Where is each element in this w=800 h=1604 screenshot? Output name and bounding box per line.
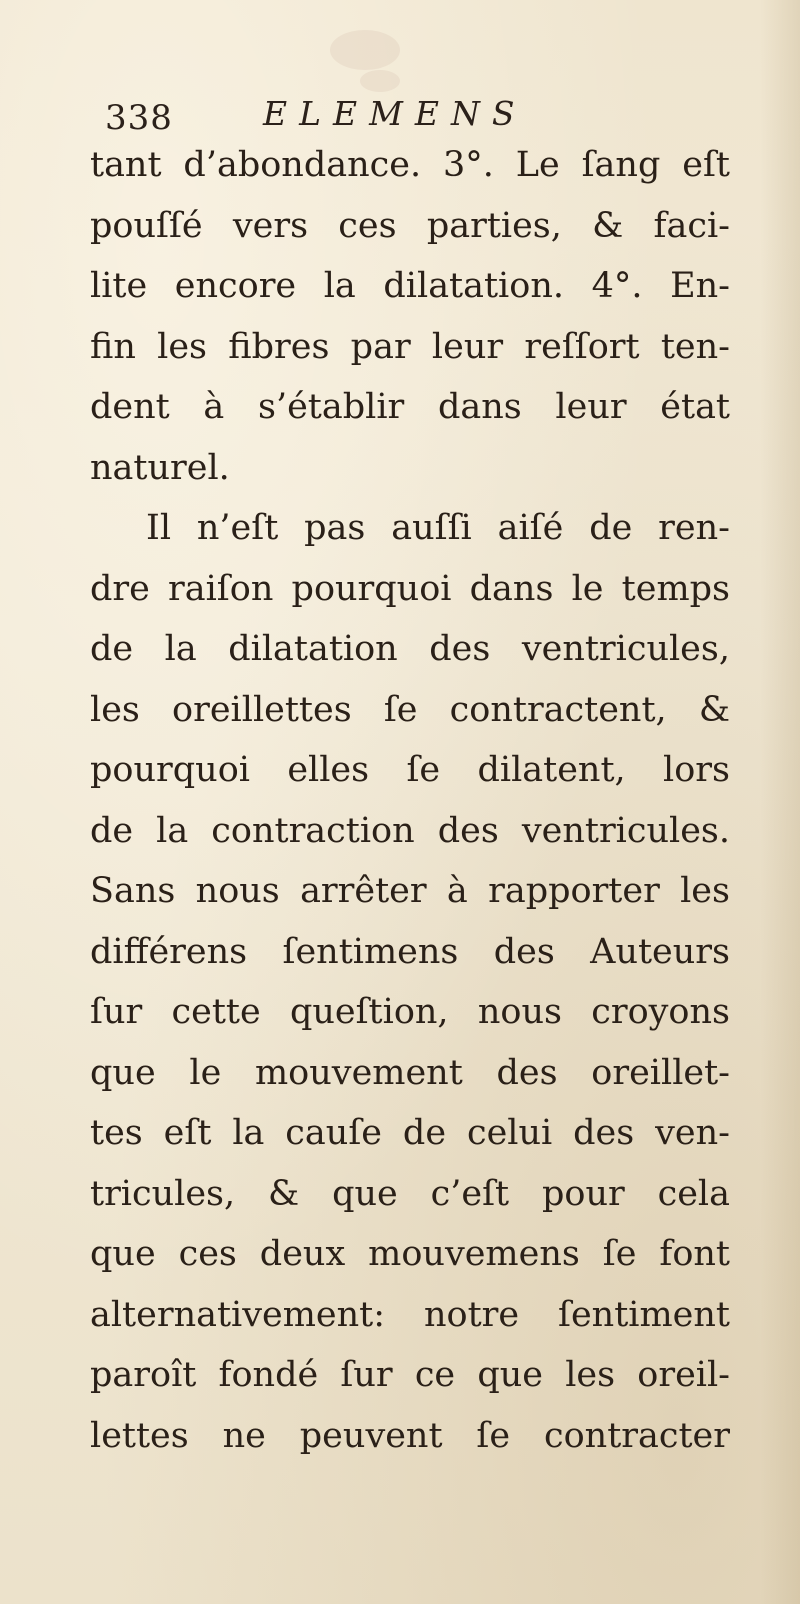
- text-line: que ces deux mouvemens ſe font: [90, 1234, 730, 1274]
- paper-stain: [330, 30, 400, 70]
- text-line: différens ſentimens des Auteurs: [90, 931, 730, 972]
- text-line: fin les fibres par leur reſſort ten-: [90, 326, 730, 367]
- text-line: les oreillettes ſe contractent, &: [90, 689, 730, 730]
- text-line: pouſſé vers ces parties, & faci-: [90, 205, 730, 246]
- paper-stain: [360, 70, 400, 92]
- text-line: que le mouvement des oreillet-: [90, 1052, 730, 1093]
- text-line: pourquoi elles ſe dilatent, lors: [90, 750, 730, 790]
- text-line: dent à s’établir dans leur état: [90, 387, 730, 427]
- text-line: naturel.: [90, 447, 230, 488]
- text-line: lite encore la dilatation. 4°. En-: [90, 266, 730, 306]
- text-line: de la dilatation des ventricules,: [90, 629, 730, 669]
- text-line: ſur cette queſtion, nous croyons: [90, 992, 730, 1032]
- text-line: de la contraction des ventricules.: [90, 810, 730, 851]
- text-line: tricules, & que c’eſt pour cela: [90, 1173, 730, 1214]
- page-edge-shadow: [760, 0, 800, 1604]
- text-line: Sans nous arrêter à rapporter les: [90, 871, 730, 911]
- text-line: lettes ne peuvent ſe contracter: [90, 1415, 730, 1456]
- running-title: ELEMENS: [263, 94, 527, 133]
- page-number: 338: [105, 98, 173, 138]
- page-header: [105, 90, 705, 140]
- text-line: dre raiſon pourquoi dans le temps: [90, 568, 730, 609]
- text-line: paroît fondé ſur ce que les oreil-: [90, 1355, 730, 1395]
- text-line: tant d’abondance. 3°. Le ſang eſt: [90, 145, 730, 185]
- paragraph-first-line: Il n’eſt pas auſſi aiſé de ren-: [146, 508, 730, 548]
- body-text: [90, 135, 730, 1466]
- text-line: tes eſt la cauſe de celui des ven-: [90, 1113, 730, 1153]
- text-line: alternativement: notre ſentiment: [90, 1294, 730, 1335]
